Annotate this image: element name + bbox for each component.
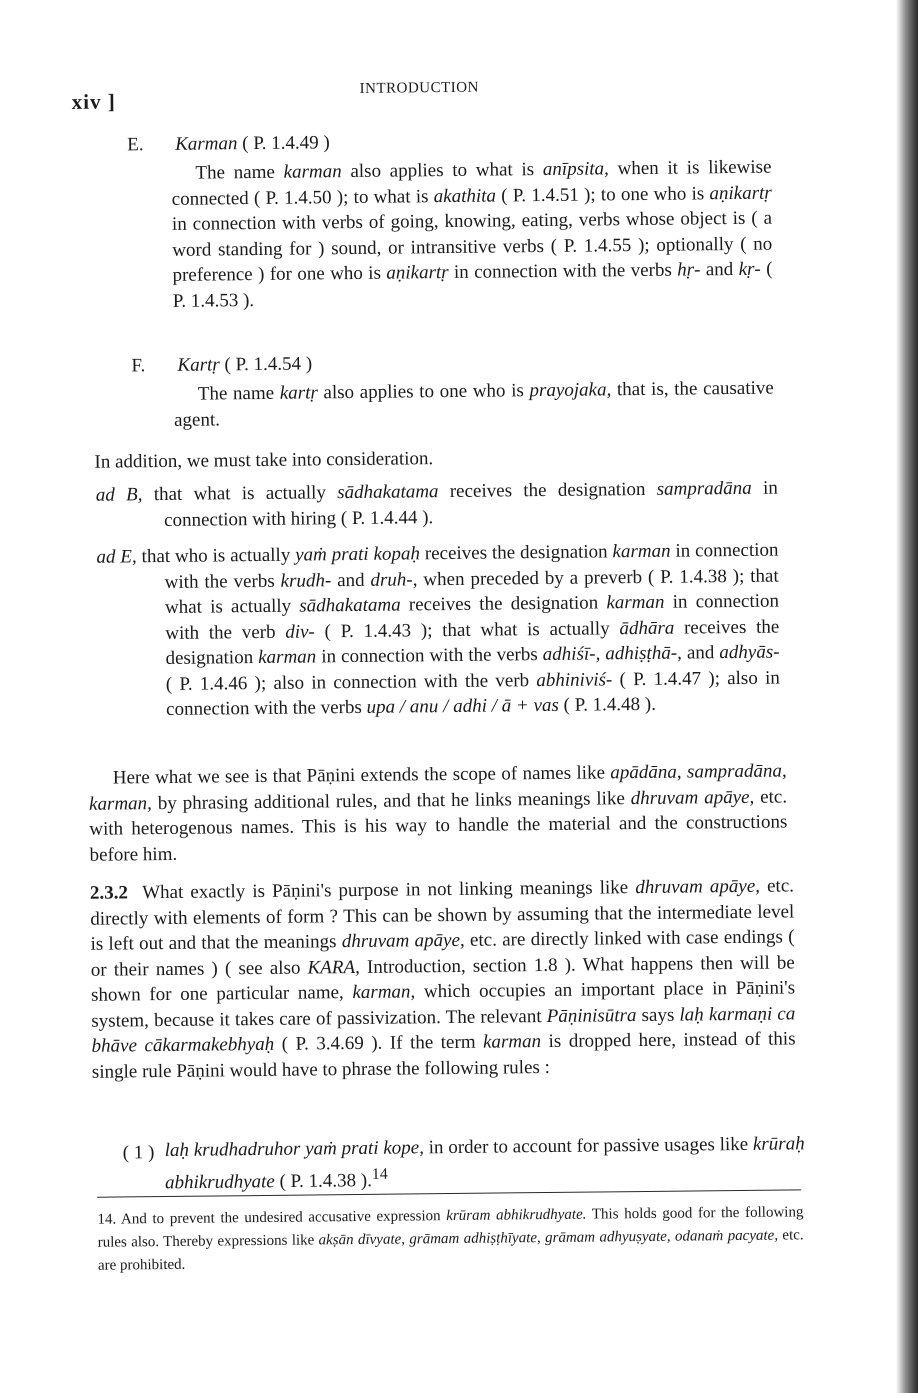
section-2-3-2-text: What exactly is Pāṇini's purpose in not linking meanings like dhruvam apāye, etc. directly with elements of form ? This can be shown by assuming that the intermediate level is left out and that the meanings dhruvam apāye, etc. are directly linked with case endings ( or their names ) ( see also KARA, Introduction, section 1.8 ). What happens then will be shown for one particular name, karman, which occupies an important place in Pāṇini's system, because it takes care of passivization. The relevant Pāṇinisūtra says laḥ karmaṇi ca bhāve cākarmakebhyaḥ ( P. 3.4.69 ). If the term karman is dropped here, instead of this single rule Pāṇini would have to phrase the following rules : [90, 875, 796, 1083]
section-f-ref: ( P. 1.4.54 ) [224, 353, 313, 376]
section-e-label: E. [127, 134, 144, 156]
section-f-label: F. [131, 355, 146, 377]
rule-1-text: laḥ krudhadruhor yaṁ prati kope, in order to account for passive usages like krūraḥ abhikrudhyate ( P. 1.4.38 ).$^{14}$ [164, 1133, 805, 1193]
section-e-heading [175, 132, 330, 156]
section-f-title: Kartṛ [177, 354, 220, 376]
section-f-heading [177, 353, 312, 376]
section-2-3-2-number: 2.3.2 [89, 882, 129, 904]
running-head: INTRODUCTION [359, 79, 480, 97]
section-e-title: Karman [175, 133, 238, 155]
section-f-text: The name kartṛ also applies to one who is prayojaka, that is, the causative agent. [173, 377, 774, 431]
section-e-ref: ( P. 1.4.49 ) [242, 132, 330, 155]
ad-b-text: ad B, that what is actually sādhakatama receives the designation sampradāna in connection with hiring ( P. 1.4.44 ). [95, 477, 778, 531]
section-e-text: The name karman also applies to what is anīpsita, when it is likewise connected ( P. 1.4.50 ); to what is akathita ( P. 1.4.51 ); to one who is aṇikartṛ in connection with verbs of going, knowing, eating, verbs whose object is ( a word standing for ) sound, or intransitive verbs ( P. 1.4.55 ); optionally ( no preference ) for one who is aṇikartṛ in connection with the verbs hṛ- and kṛ- ( P. 1.4.53 ). [171, 156, 773, 312]
page-number: xiv ] [71, 89, 116, 114]
rule-1-number: ( 1 ) [122, 1142, 155, 1164]
here-paragraph: Here what we see is that Pāṇini extends the scope of names like apādāna, sampradāna, karman, by phrasing additional rules, and that he links meanings like dhruvam apāye, etc. with heterogenous names. This is his way to handle the material and the constructions before him. [88, 760, 788, 866]
ad-e-text: ad E, that who is actually yaṁ prati kopaḥ receives the designation karman in connection with the verbs krudh- and druh-, when preceded by a preverb ( P. 1.4.38 ); that what is actually sādhakatama receives the designation karman in connection with the verb div- ( P. 1.4.43 ); that what is actually ādhāra receives the designation karman in connection with the verbs adhiśī-, adhiṣṭhā-, and adhyās- ( P. 1.4.46 ); also in connection with the verb abhiniviś- ( P. 1.4.47 ); also in connection with the verbs upa / anu / adhi / ā + vas ( P. 1.4.48 ). [96, 539, 780, 720]
footnote-14: 14. And to prevent the undesired accusative expression krūram abhikrudhyate. This holds good for the following rules also. Thereby expressions like akṣān dīvyate, grāmam adhiṣṭhīyate, grāmam adhyuṣyate, odanaṁ pacyate, etc. are prohibited. [97, 1204, 804, 1274]
section-2-3-2-paragraph [90, 873, 796, 1084]
addition-text: In addition, we must take into consideration. [94, 448, 434, 473]
